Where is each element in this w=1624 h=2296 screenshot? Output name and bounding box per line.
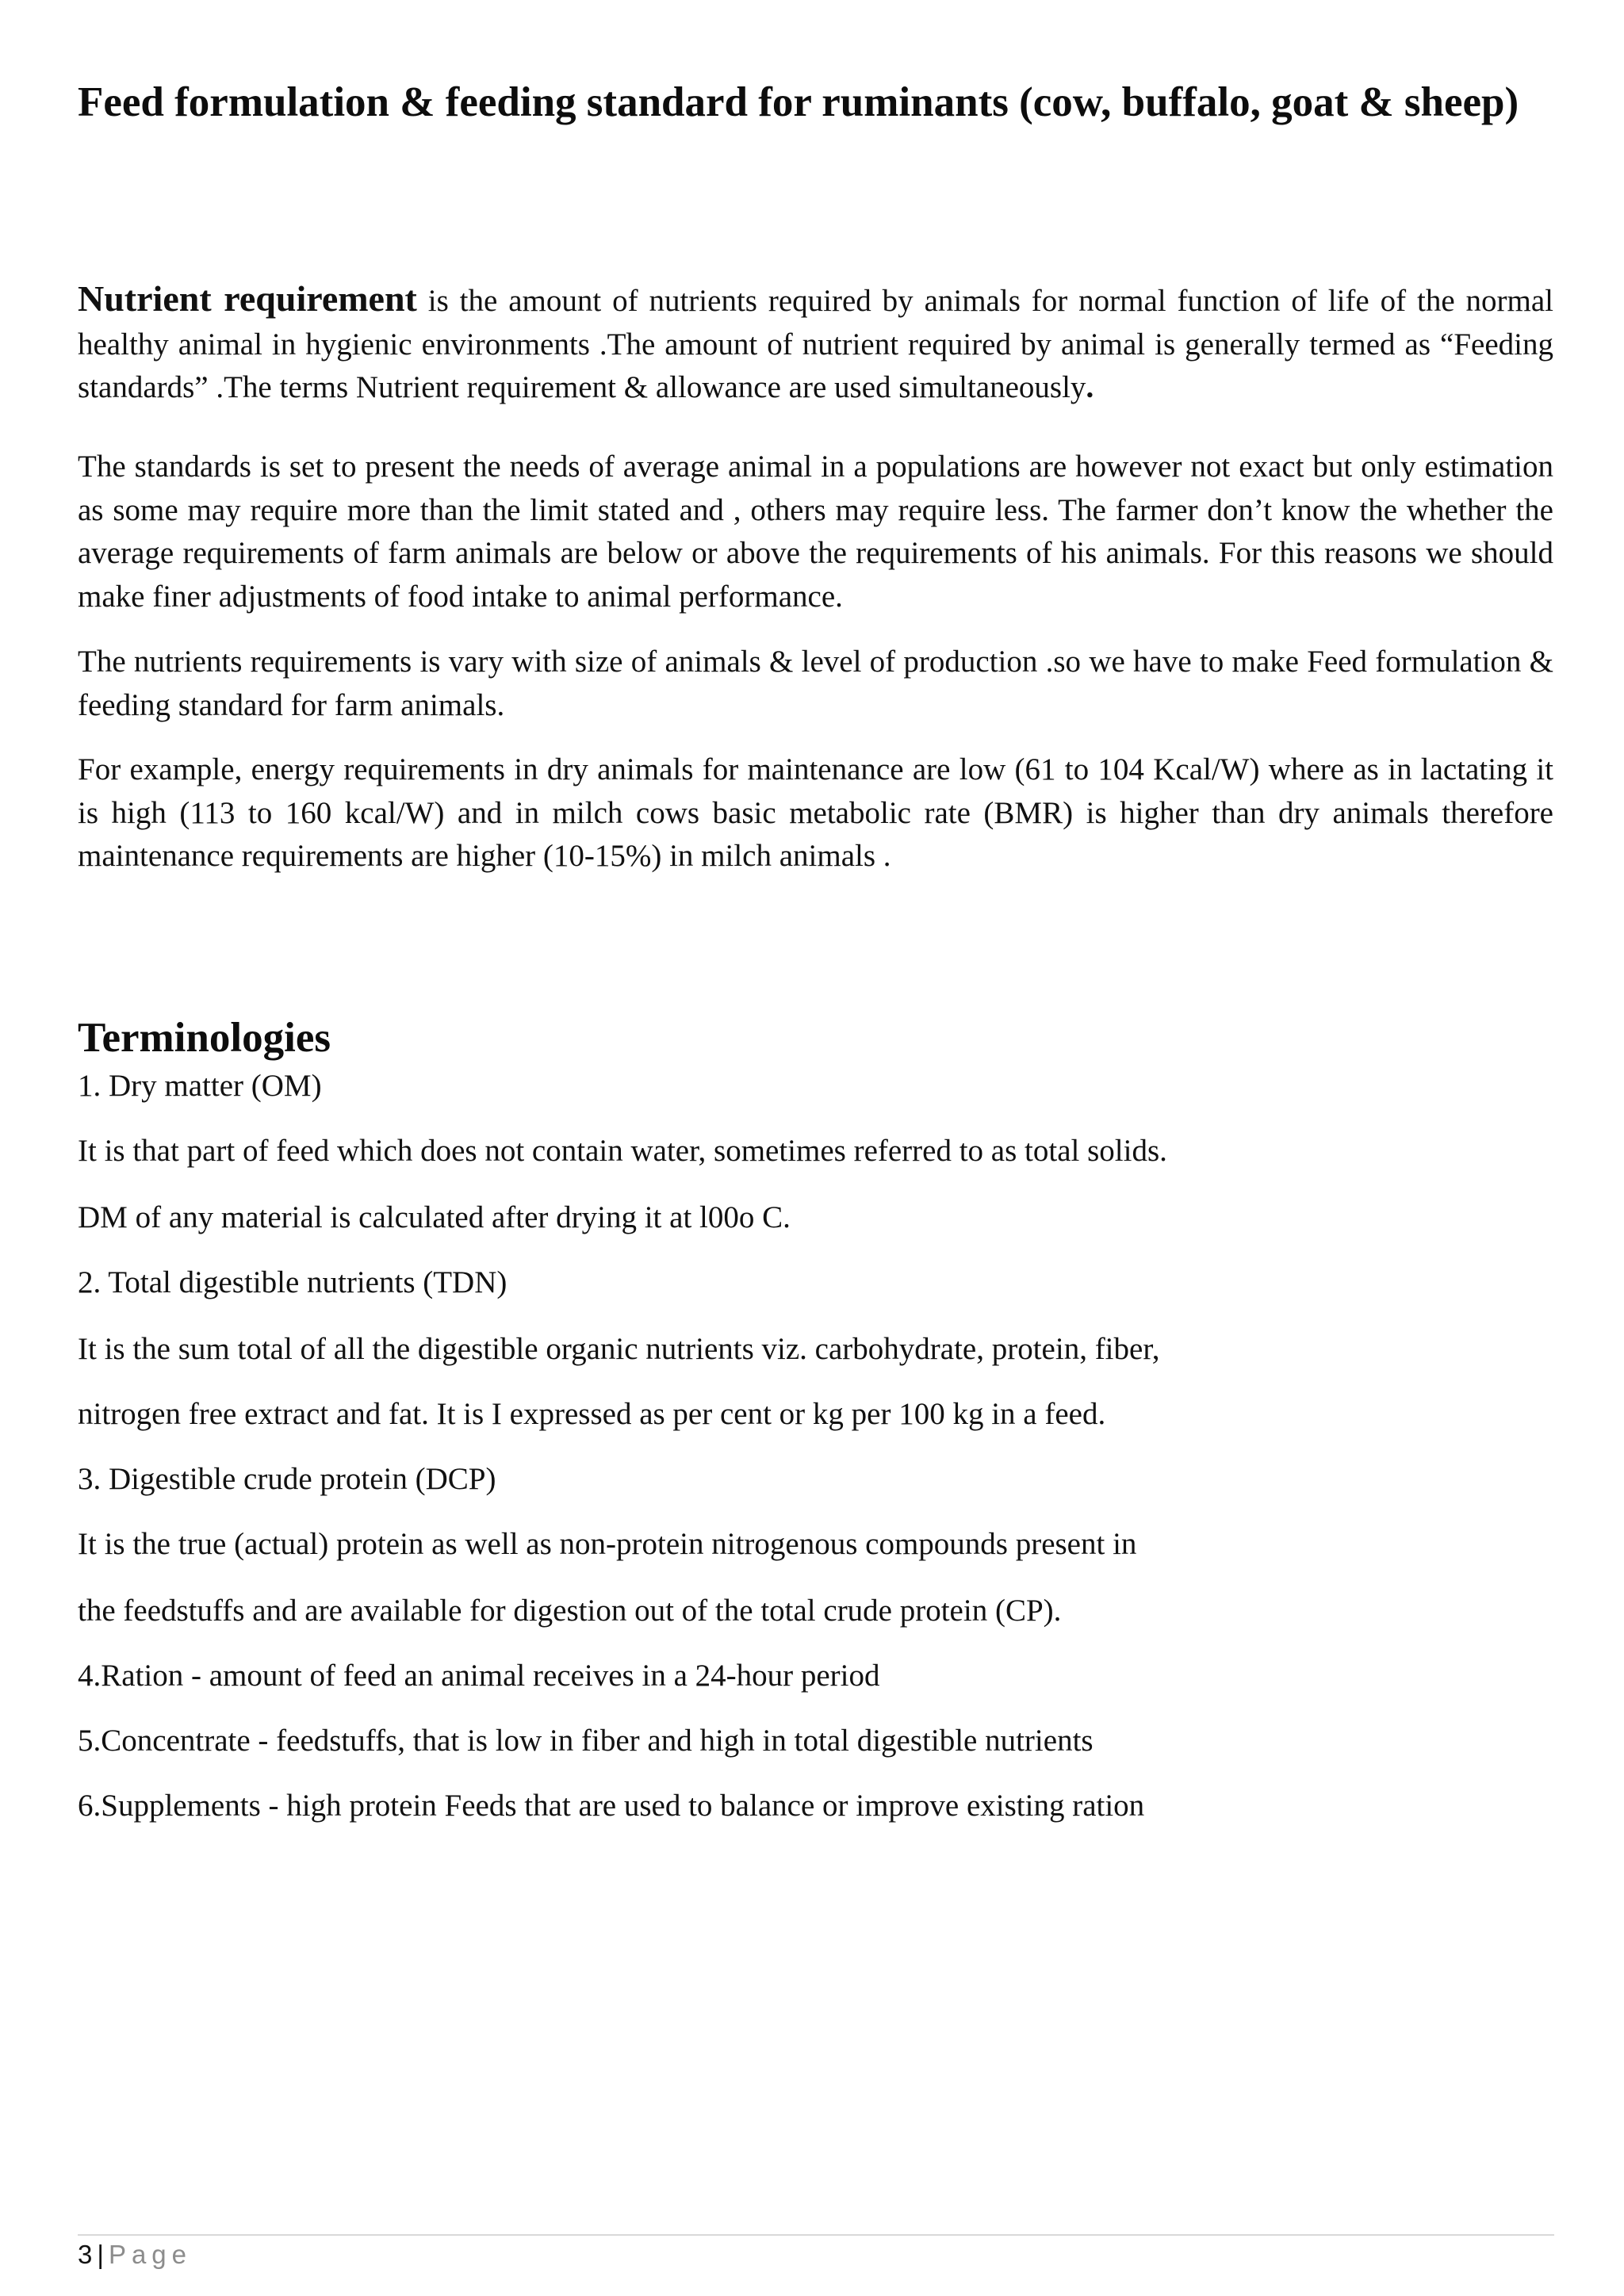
document-title: Feed formulation & feeding standard for ruminants (cow, buffalo, goat & sheep) [78, 79, 1519, 125]
term-ration: 4.Ration - amount of feed an animal receives in a 24-hour period [78, 1659, 880, 1693]
term-tdn-definition-1: It is the sum total of all the digestible organic nutrients viz. carbohydrate, protein, fiber, [78, 1332, 1160, 1366]
term-dcp-definition-2: the feedstuffs and are available for digestion out of the total crude protein (CP). [78, 1594, 1062, 1628]
term-dry-matter-definition: It is that part of feed which does not contain water, sometimes referred to as total solids. [78, 1134, 1167, 1168]
page-footer [78, 2237, 192, 2272]
paragraph-energy-example: For example, energy requirements in dry animals for maintenance are low (61 to 104 Kcal/W) where as in lactating it is high (113 to 160 kcal/W) and in milch cows basic metabolic rate (BMR) is higher than dry animals therefore maintenance requirements are higher (10-15%) in milch animals . [78, 752, 1553, 873]
term-dcp: 3. Digestible crude protein (DCP) [78, 1462, 496, 1496]
intro-paragraph [78, 277, 1553, 410]
page-label: Page [108, 2240, 193, 2269]
term-dry-matter-calculation: DM of any material is calculated after drying it at l00o C. [78, 1200, 791, 1234]
terminologies-heading: Terminologies [78, 1015, 331, 1061]
paragraph-standards: The standards is set to present the needs of average animal in a populations are however not exact but only estimation as some may require more than the limit stated and , others may require less. The farmer don’t know the whether the average requirements of farm animals are below or above the requirements of his animals. For this reasons we should make finer adjustments of food intake to animal performance. [78, 450, 1553, 614]
term-tdn-definition-2: nitrogen free extract and fat. It is I expressed as per cent or kg per 100 kg in a feed. [78, 1397, 1106, 1431]
intro-end-mark: . [1086, 370, 1094, 404]
footer-separator: | [97, 2240, 104, 2269]
intro-text: is the amount of nutrients required by animals for normal function of life of the normal healthy animal in hygienic environments .The amount of nutrient required by animal is generally termed as “Feeding standards” .The terms Nutrient requirement & allowance are used simultaneously [78, 284, 1553, 404]
term-dry-matter: 1. Dry matter (OM) [78, 1069, 322, 1103]
term-supplements: 6.Supplements - high protein Feeds that are used to balance or improve existing ration [78, 1789, 1145, 1823]
footer-divider [78, 2234, 1554, 2236]
term-concentrate: 5.Concentrate - feedstuffs, that is low in fiber and high in total digestible nutrients [78, 1724, 1094, 1758]
term-dcp-definition-1: It is the true (actual) protein as well as non-protein nitrogenous compounds present in [78, 1527, 1137, 1561]
page-number: 3 [78, 2240, 93, 2269]
term-tdn: 2. Total digestible nutrients (TDN) [78, 1265, 508, 1299]
paragraph-nutrient-variation: The nutrients requirements is vary with size of animals & level of production .so we have to make Feed formulation & feeding standard for farm animals. [78, 645, 1553, 722]
intro-lead-term: Nutrient requirement [78, 278, 417, 319]
